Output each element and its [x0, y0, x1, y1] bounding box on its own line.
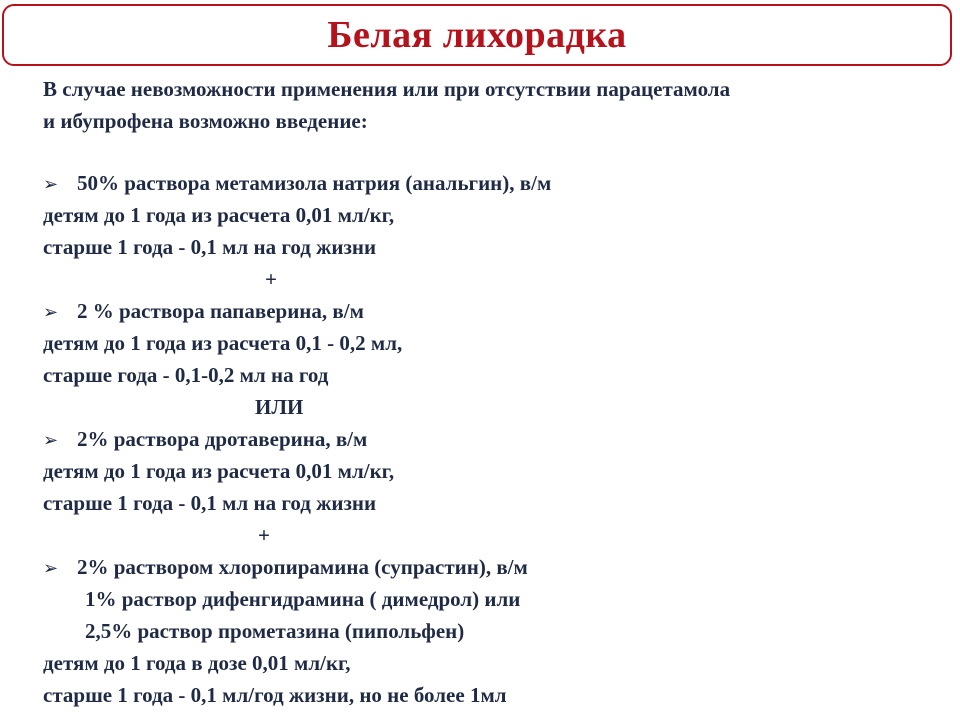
- intro-line: В случае невозможности применения или при отсутствии парацетамола: [43, 77, 731, 101]
- item-line: старше 1 года - 0,1 мл на год жизни: [43, 235, 377, 259]
- list-item-head: [43, 167, 943, 199]
- spacer: [43, 137, 943, 167]
- intro-line: и ибупрофена возможно введение:: [43, 109, 368, 133]
- item-line: детям до 1 года из расчета 0,1 - 0,2 мл,: [43, 331, 403, 355]
- plus-connector: +: [258, 523, 270, 547]
- arrow-bullet-icon: ➢: [43, 430, 59, 451]
- item-head-text: 50% раствора метамизола натрия (анальгин), в/м: [77, 171, 552, 195]
- arrow-bullet-icon: ➢: [43, 174, 59, 195]
- slide-title: Белая лихорадка: [327, 14, 627, 56]
- arrow-bullet-icon: ➢: [43, 302, 59, 323]
- slide-content: [43, 73, 943, 711]
- arrow-bullet-icon: ➢: [43, 558, 59, 579]
- item-line: старше 1 года - 0,1 мл/год жизни, но не более 1мл: [43, 683, 507, 707]
- item-head-text: 2% раствором хлоропирамина (супрастин), в/м: [77, 555, 528, 579]
- list-item-head: [43, 423, 943, 455]
- plus-connector: +: [265, 267, 277, 291]
- item-head-text: 2% раствора дротаверина, в/м: [77, 427, 368, 451]
- item-line: детям до 1 года из расчета 0,01 мл/кг,: [43, 203, 395, 227]
- item-sub-line: 2,5% раствор прометазина (пипольфен): [85, 619, 465, 643]
- item-line: старше года - 0,1-0,2 мл на год: [43, 363, 329, 387]
- item-head-text: 2 % раствора папаверина, в/м: [77, 299, 364, 323]
- list-item-head: [43, 551, 943, 583]
- or-connector: ИЛИ: [255, 395, 304, 419]
- slide-title-box: [2, 4, 952, 66]
- list-item-head: [43, 295, 943, 327]
- item-line: старше 1 года - 0,1 мл на год жизни: [43, 491, 377, 515]
- item-line: детям до 1 года в дозе 0,01 мл/кг,: [43, 651, 351, 675]
- item-line: детям до 1 года из расчета 0,01 мл/кг,: [43, 459, 395, 483]
- item-sub-line: 1% раствор дифенгидрамина ( димедрол) или: [85, 587, 521, 611]
